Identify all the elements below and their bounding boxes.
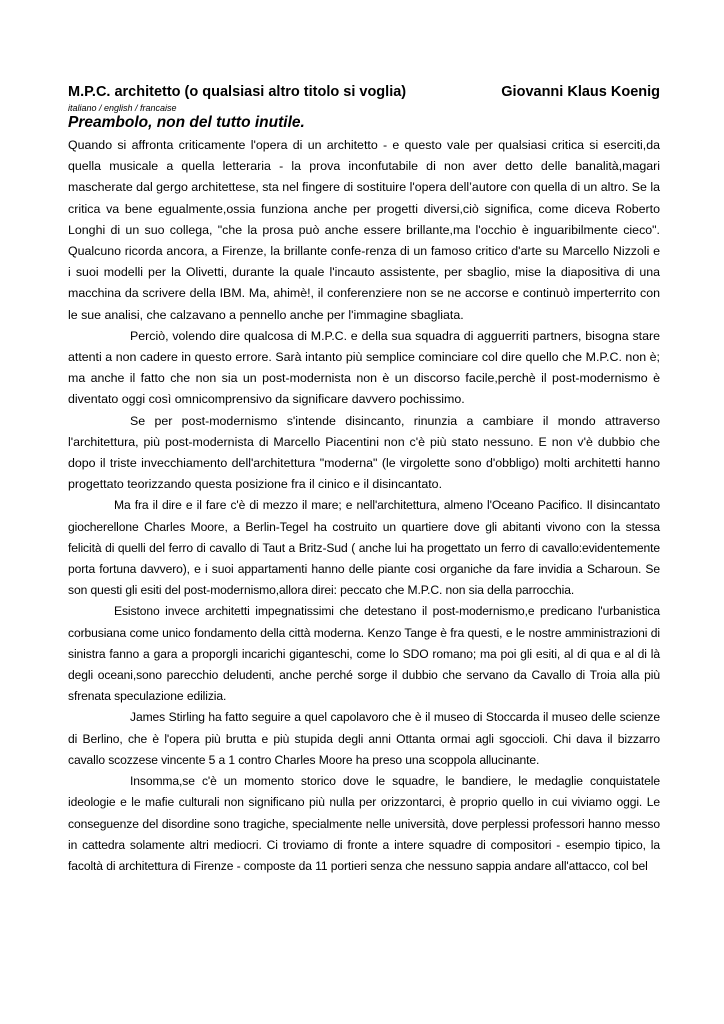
title-row bbox=[68, 84, 660, 100]
language-list: italiano / english / francaise bbox=[68, 103, 177, 113]
paragraph: Quando si affronta criticamente l'opera di un architetto - e questo vale per qualsiasi critica si eserciti,da quella musicale a quella letteraria - la prova inconfutabile di non aver detto delle banalità,magari mascherate dal gergo architettese, sta nel fingere di sostituire l'opera dell’autore con quella di un altro. Se la critica va bene egualmente,ossia funziona anche per progetti diversi,ciò significa, come diceva Roberto Longhi di un suo collega, "che la prosa può anche essere brillante,ma l'occhio è inguaribilmente cieco". Qualcuno ricorda ancora, a Firenze, la brillante confe-renza di un famoso critico d'arte su Marcello Nizzoli e i suoi modelli per la Olivetti, durante la quale l'incauto assistente, per sbaglio, mise la diapositiva di una macchina da scrivere della IBM. Ma, ahimè!, il conferenziere non se ne accorse e continuò imperterrito con le sue analisi, che calzavano a pennello anche per l'immagine sbagliata. bbox=[68, 138, 660, 322]
document-title: M.P.C. architetto (o qualsiasi altro titolo si voglia) bbox=[68, 84, 407, 100]
section-title: Preambolo, non del tutto inutile. bbox=[68, 114, 305, 131]
paragraph: Ma fra il dire e il fare c'è di mezzo il mare; e nell'architettura, almeno l'Oceano Pacifico. Il disincantato giocherellone Charles Moore, a Berlin-Tegel ha costruito un quartiere dove gli abitanti vivono con la stessa felicità di quelli del ferro di cavallo di Taut a Britz-Sud ( anche lui ha progettato un ferro di cavallo:evidentemente porta fortuna davvero), e i suoi appartamenti hanno delle piante cosi organiche da fare invidia a Scharoun. Se son questi gli esiti del post-modernismo,allora direi: peccato che M.P.C. non sia della parrocchia. bbox=[68, 498, 660, 598]
author-name: Giovanni Klaus Koenig bbox=[501, 84, 660, 100]
paragraph: Se per post-modernismo s'intende disincanto, rinunzia a cambiare il mondo attraverso l'architettura, più post-modernista di Marcello Piacentini non c'è più stato nessuno. E non v'è dubbio che dopo il triste invecchiamento dell'architettura "moderna" (le virgolette sono d'obbligo) molti architetti hanno progettato teorizzando questa posizione fra il cinico e il disincantato. bbox=[68, 413, 660, 492]
paragraph: Insomma,se c'è un momento storico dove le squadre, le bandiere, le medaglie conquistatele ideologie e le mafie culturali non significano più nulla per orizzontarci, è proprio quello in cui viviamo oggi. Le conseguenze del disordine sono tragiche, specialmente nelle università, dove perplessi professori hanno messo in cattedra solamente altri mediocri. Ci troviamo di fronte a intere squadre di compositori - esempio tipico, la facoltà di architettura di Firenze - composte da 11 portieri senza che nessuno sappia andare all'attacco, col bel bbox=[68, 774, 660, 873]
paragraph: James Stirling ha fatto seguire a quel capolavoro che è il museo di Stoccarda il museo delle scienze di Berlino, che è l'opera più brutta e più stupida degli anni Ottanta ormai agli sgoccioli. Chi dava il bizzarro cavallo scozzese vincente 5 a 1 contro Charles Moore ha preso una scoppola allucinante. bbox=[68, 710, 660, 767]
paragraph: Perciò, volendo dire qualcosa di M.P.C. e della sua squadra di agguerriti partners, bisogna stare attenti a non cadere in questo errore. Sarà intanto più semplice cominciare col dire quello che M.P.C. non è; ma anche il fatto che non sia un post-modernista non è un discorso facile,perchè il post-modernismo è diventato oggi così omnicomprensivo da significare davvero pochissimo. bbox=[68, 328, 660, 407]
paragraph: Esistono invece architetti impegnatissimi che detestano il post-modernismo,e predicano l'urbanistica corbusiana come unico fondamento della città moderna. Kenzo Tange è fra questi, e le nostre amministrazioni di sinistra fanno a gara a proporgli incarichi giganteschi, come lo SDO romano; ma poi gli esiti, al di qua e al di là degli oceani,sono parecchio deludenti, anche perché sorge il dubbio che servano da Cavallo di Troia alla più sfrenata speculazione edilizia. bbox=[68, 604, 660, 704]
document-page bbox=[68, 84, 660, 877]
